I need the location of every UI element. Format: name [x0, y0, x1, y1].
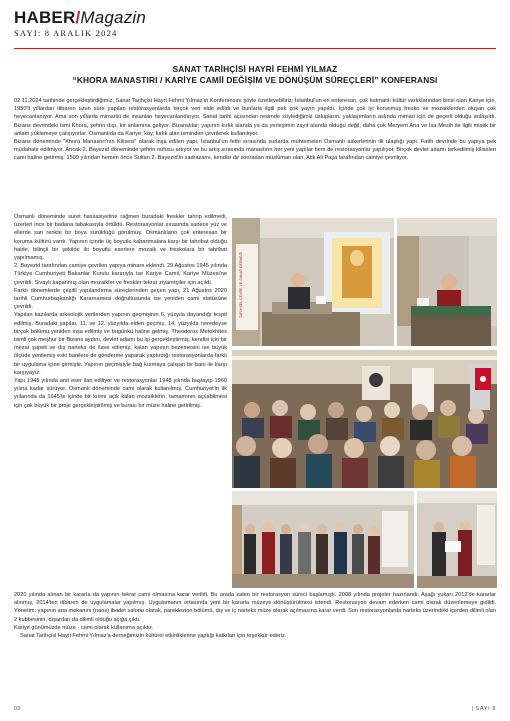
- paragraph: Yapı 1945 yılında anıt eser ilan ediliyor ve restorasyonlar 1948 yılında başlayıp 1960 yılına kadar sürüyor. Osmanlı döneminde cami olarak kullanılmış. Cumhuriyet'in ilk yıllarında da 1945'te içinde bir kısmı açık kalan mozaiklerin, tamamının açılabilmesi için çok büyük bir proje gerçekleştirilmiş ve burası bir müze haline getirilmiş.: [14, 378, 227, 409]
- paragraph: Sanat Tarihçisi Hayri Fehmi Yılmaz'a derneğimizin kültürel etkinliklerine yaptığı katkıları için teşekkür ederiz.: [20, 633, 287, 640]
- banner: [382, 511, 408, 567]
- magazine-title: [14, 8, 146, 27]
- photo-audience-illustration: [232, 350, 497, 488]
- headline-line-1: SANAT TARİHÇİSİ HAYRİ FEHMİ YILMAZ: [172, 64, 338, 74]
- footer-issue: | SAYI 8: [471, 706, 496, 712]
- certificate: [445, 541, 461, 552]
- photo-speaker-table: [397, 218, 497, 346]
- paragraph: 02.11.2024 tarihinde gerçekleştirdiğimiz, Sanat Tarihçisi Hayri Fehmi Yılmaz'ın Konferansını şöyle özetleyebiliriz; İstanbul'un en enteresan, çok katmanlı kültür varlıklarından birisi olan Kariye için, 1950'li yıllardan itibaren uzun süre yapılan restorasyonlarda birçok veri elde edildi ve bunlarla ilgili pek çok yayın yapıldı. İçinde çok iyi korunmuş fresko ve mozaiklerden oluşan çok heyecanlanıyor. Ama son yıllarda mimarisi de insanları heyecanlandırıyor. Sanat tarihi açısından resimde söylediğimiz üslupların, yaklaşımların aslında mimari için de geçerli olduğu anlaşıldı. Bizans devrindeki ismi Khora, şehrin dışı, kır anlamına geliyor. Bizanslılar; yapının kırlık alanda ya da yerleşimin zayıf alanda olduğu değil, daha çok Meryem Ana ve İsa Mesih ile ilgili mistik bir anlam yüklemeye çalışıyorlar. Osmanlıda da Kariye; köy, kırlık alan isminden çevrilerek kullanılıyor.: [14, 98, 496, 137]
- photo-group-illustration: [232, 491, 414, 588]
- intro-text: [14, 97, 496, 163]
- paragraph: Bizans döneminde "Khora Manastırı'nın Kilisesi" olarak inşa edilen yapı, İstanbul'un fethi sırasında surlarda muhtemelen Osmanlı askerlerinin ilk ulaştığı yapı. Fatih devrinde bu yapıya pek müdahale edilmiyor. Ancak 2. Bayezid döneminde şehrin nüfusu artıyor ve bu artış sırasında manastırın her yeni yapılar hem de restorasyonlar yapılıyor. Birçok devlet adamı terkedilmiş kiliseleri cami haline getirmiş. 1509 yılından hemen önce Sultan 2. Bayezid'in sadrazamı, kendisi de sonradan müslüman olan, Atik Ali Paşa tarafından camiye çevriliyor.: [14, 139, 496, 162]
- photo-speaker-lectern: [232, 218, 394, 346]
- paragraph: Kariye günümüzde müze - cami olarak kullanıma açıktır.: [14, 624, 153, 631]
- brand-magazine: Magazin: [80, 8, 147, 27]
- closing-text: [14, 591, 496, 640]
- paragraph: 2020 yılında alınan bir kararla da yapının tekrar cami olmasına karar verildi. Bu arada zaten bir restorasyon süreci başlamıştı. 2008 yılında projeler hazırlandı, Aşağı yukarı 2012'de kararlar alınmış, 2014'ten itibaren de uygulamalar yapılmış. Uygulamanın ortasında yeni bir kararla müzeye dönüştürülmesi istendi. Restorasyon devam ederken cami olarak düzenlemeye gidildi. Yönetim; yapının ana mekanını (naos) ibadet salonu olarak, pareklezion bölümü, dış ve iç narteks müze olarak açılmasına karar verdi. Son restorasyonlarda narteks üzerindeki içerden dilimli olan 2 kubbesinin, dışardan da dilimli olduğu açığa çıktı.: [14, 592, 496, 623]
- brand-name: HABER: [14, 8, 76, 27]
- masthead: [14, 8, 146, 38]
- banner-text: TARİHSEL ÇEVRE VE SANAT DERNEĞİ: [239, 251, 243, 318]
- photo-group: [232, 491, 414, 588]
- paragraph: Farklı dönemlerde çeşitli yapılandırma süreçlerinden geçen yapı, 21 Ağustos 2020 tarihli Cumhurbaşkanlığı Kararnamesi doğrultusunda ise yeniden cami statüsüne çevrildi.: [14, 287, 227, 311]
- photo-certificate-illustration: [417, 491, 497, 588]
- photo-audience: [232, 350, 497, 488]
- header-divider: [14, 48, 496, 49]
- photo-table-illustration: [397, 218, 497, 346]
- left-column-text: [14, 213, 227, 410]
- paragraph: 2. Bayezid tarafından camiye çevrilen yapıya minare eklendi. 29 Ağustos 1945 yılında Türkiye Cumhuriyeti Bakanlar Kurulu kararıyla ise Kariye Camii, Kariye Müzesi'ne çevrildi. Sivaylı kapanmış olan mozaikler ve freskler tekrar ziyaretçiler için açıldı.: [14, 263, 227, 286]
- paragraph: Osmanlı döneminde suret hassasiyetine rağmen buradaki freskler tahrip edilmedi, üzerleri ince bir badana tabakasıyla örtüldü. Restorasyonlar sırasında sadece yüz ve ellerde san renkte bir boya sürüldüğü görülmüş. Osmanlıların çok enteresan bir koruma kültürü vardı. Yapının içinde üç boyutlu kabartmalara karşı bir tahribat olduğu halde, bilinçli bir şekilde iki boyutlu eserlere mozaik ve freskolara bir tahribat yapılmamış.: [14, 214, 227, 262]
- article-headline: [14, 64, 496, 86]
- brand-slash: /: [75, 8, 81, 27]
- paragraph: Yapılan kazılarda arkeolojik verilerden yapının geçmişinin 6. yüzyıla dayandığı tespit edilmiş. Buradaki yapılar, 11. ve 12. yüzyılda elden geçmiş, 14. yüzyılda neredeyse birçok bölümü yeniden inşa edilmiş ve bugünkü haline gelmiş. Theodoros Metokhites isimli çok meşhur bir Bizans aydını, devlet adamı bu işi gerçekleştirmiş, kendisi için bir mezar şapeli ve dış narteks de ilave ettirmiş, kalan yapının bezemesini ise büyük ölçüde yenilemiş eski banilere de gönderme yaparak yaptırdığı restorasyonlarda farklı bir uygulama içine girmiştir. Yapının geçmişiyle bağ kurmaya çalışan bir bani ile karşı karşıyayız.: [14, 312, 227, 376]
- headline-line-2: “KHORA MANASTIRI / KARİYE CAMİİ DEĞİŞİM VE DÖNÜŞÜM SÜREÇLERİ” KONFERANSI: [72, 75, 438, 85]
- page-number: 03: [14, 706, 21, 712]
- photo-certificate: [417, 491, 497, 588]
- photo-speaker-illustration: [232, 218, 394, 346]
- table: [411, 306, 491, 316]
- issue-line: SAYI: 8 ARALIK 2024: [14, 28, 118, 38]
